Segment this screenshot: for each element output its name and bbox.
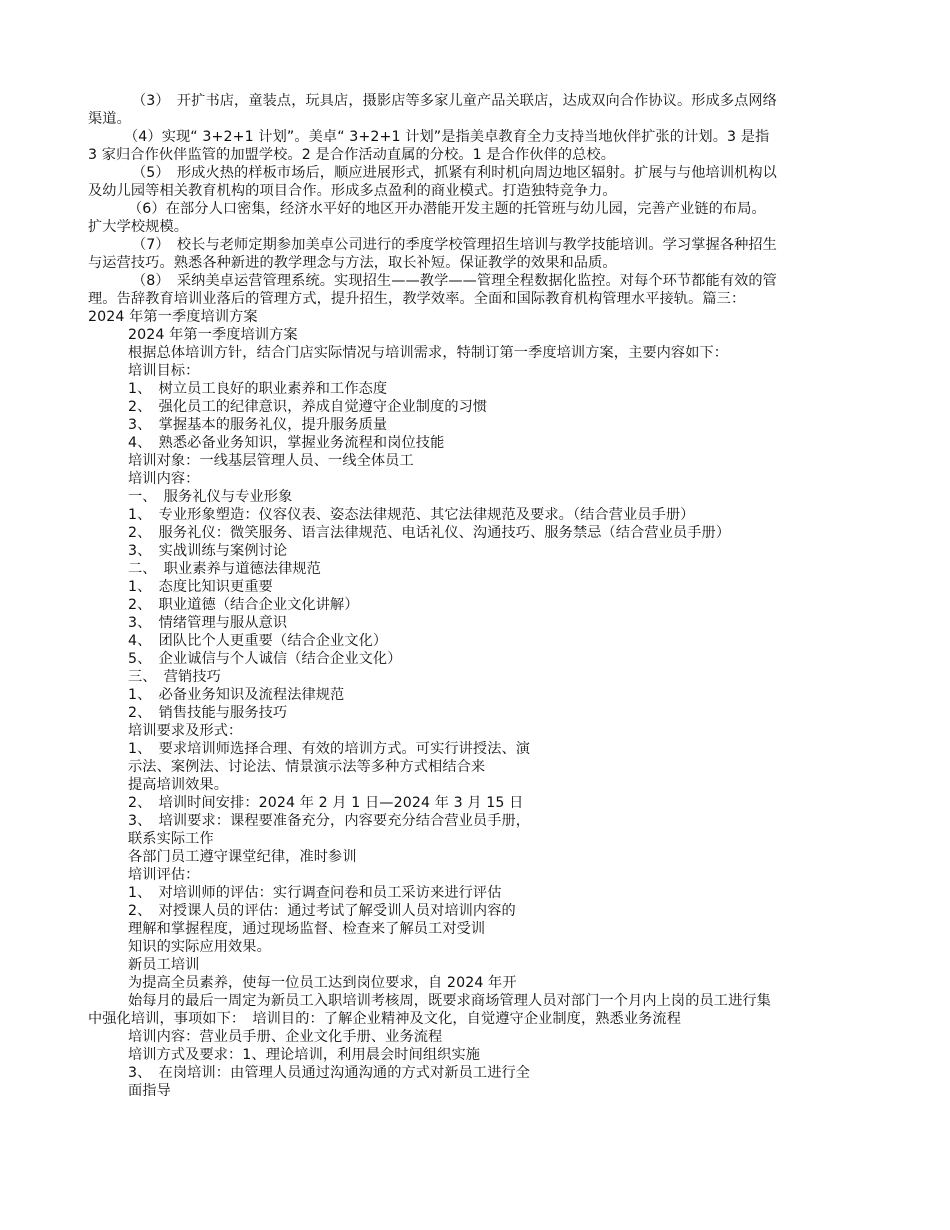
list-item: 2、 服务礼仪：微笑服务、语言法律规范、电话礼仪、沟通技巧、服务禁忌（结合营业员手册） xyxy=(128,525,731,541)
text-line: （8） 采纳美卓运营管理系统。实现招生——教学——管理全程数据化监控。对每个环节都能有效的管 xyxy=(132,273,777,289)
text-line: 培训方式及要求：1、理论培训，利用晨会时间组织实施 xyxy=(128,1047,481,1063)
list-item: 1、 态度比知识更重要 xyxy=(128,579,273,595)
text-line: 渠道。 xyxy=(88,111,131,127)
text-line: 理解和掌握程度，通过现场监督、检查来了解员工对受训 xyxy=(128,921,486,937)
text-line: 3 家归合作伙伴监管的加盟学校。2 是合作活动直属的分校。1 是合作伙伴的总校。 xyxy=(88,147,615,163)
list-item: 3、 实战训练与案例讨论 xyxy=(128,543,288,559)
list-item: 2、 培训时间安排：2024 年 2 月 1 日—2024 年 3 月 15 日 xyxy=(128,795,524,811)
text-line: （3） 开扩书店，童装点，玩具店，摄影店等多家儿童产品关联店，达成双向合作协议。形成多点网络 xyxy=(132,93,777,109)
plan-title: 2024 年第一季度培训方案 xyxy=(128,327,298,343)
text-line: （7） 校长与老师定期参加美卓公司进行的季度学校管理招生培训与教学技能培训。学习掌握各种招生 xyxy=(132,237,777,253)
text-line: 知识的实际应用效果。 xyxy=(128,939,271,955)
list-item: 1、 专业形象塑造：仪容仪表、姿态法律规范、其它法律规范及要求。（结合营业员手册） xyxy=(128,507,695,523)
list-item: 1、 对培训师的评估：实行调查问卷和员工采访来进行评估 xyxy=(128,885,502,901)
list-item: 2、 销售技能与服务技巧 xyxy=(128,705,288,721)
list-heading: 一、 服务礼仪与专业形象 xyxy=(128,489,293,505)
list-item: 4、 熟悉必备业务知识，掌握业务流程和岗位技能 xyxy=(128,435,445,451)
list-item: 4、 团队比个人更重要（结合企业文化） xyxy=(128,633,388,649)
subheading: 新员工培训 xyxy=(128,957,200,973)
list-item: 2、 对授课人员的评估：通过考试了解受训人员对培训内容的 xyxy=(128,903,516,919)
section-title: 2024 年第一季度培训方案 xyxy=(88,309,258,325)
subheading: 培训要求及形式： xyxy=(128,723,243,739)
list-item: 2、 职业道德（结合企业文化讲解） xyxy=(128,597,359,613)
list-item: 1、 必备业务知识及流程法律规范 xyxy=(128,687,345,703)
text-line: 中强化培训，事项如下： 培训目的：了解企业精神及文化，自觉遵守企业制度，熟悉业务流程 xyxy=(88,1011,681,1027)
subheading: 培训内容： xyxy=(128,471,200,487)
text-line: （6）在部分人口密集，经济水平好的地区开办潜能开发主题的托管班与幼儿园，完善产业链的布局。 xyxy=(128,201,766,217)
list-item: 5、 企业诚信与个人诚信（结合企业文化） xyxy=(128,651,402,667)
list-heading: 三、 营销技巧 xyxy=(128,669,221,685)
list-item: 1、 树立员工良好的职业素养和工作态度 xyxy=(128,381,388,397)
text-line: 理。告辞教育培训业落后的管理方式，提升招生，教学效率。全面和国际教育机构管理水平接轨。篇三： xyxy=(88,291,746,307)
text-line: （5） 形成火热的样板市场后，顺应进展形式，抓紧有利时机向周边地区辐射。扩展与与他培训机构以 xyxy=(132,165,777,181)
list-item: 2、 强化员工的纪律意识，养成自觉遵守企业制度的习惯 xyxy=(128,399,488,415)
list-item: 3、 培训要求：课程要准备充分，内容要充分结合营业员手册， xyxy=(128,813,531,829)
text-line: 培训内容：营业员手册、企业文化手册、业务流程 xyxy=(128,1029,443,1045)
list-item: 3、 情绪管理与服从意识 xyxy=(128,615,288,631)
list-item: 3、 在岗培训：由管理人员通过沟通沟通的方式对新员工进行全 xyxy=(128,1065,531,1081)
subheading: 培训评估： xyxy=(128,867,200,883)
text-line: 提高培训效果。 xyxy=(128,777,229,793)
text-line: 扩大学校规模。 xyxy=(88,219,189,235)
text-line: 始每月的最后一周定为新员工入职培训考核周，既要求商场管理人员对部门一个月内上岗的员工进行集 xyxy=(128,993,771,1009)
text-line: 及幼儿园等相关教育机构的项目合作。形成多点盈利的商业模式。打造独特竞争力。 xyxy=(88,183,617,199)
text-line: 面指导 xyxy=(128,1083,171,1099)
text-line: 示法、案例法、讨论法、情景演示法等多种方式相结合来 xyxy=(128,759,486,775)
text-line: 各部门员工遵守课堂纪律，准时参训 xyxy=(128,849,357,865)
list-item: 3、 掌握基本的服务礼仪，提升服务质量 xyxy=(128,417,388,433)
list-heading: 二、 职业素养与道德法律规范 xyxy=(128,561,321,577)
text-line: 为提高全员素养，使每一位员工达到岗位要求，自 2024 年开 xyxy=(128,975,517,991)
text-line: 培训对象：一线基层管理人员、一线全体员工 xyxy=(128,453,414,469)
subheading: 培训目标： xyxy=(128,363,200,379)
text-line: （4）实现“ 3+2+1 计划”。美卓“ 3+2+1 计划”是指美卓教育全力支持当地伙伴扩张的计划。3 是指 xyxy=(124,129,770,145)
text-line: 根据总体培训方针，结合门店实际情况与培训需求，特制订第一季度培训方案，主要内容如下： xyxy=(128,345,729,361)
list-item: 1、 要求培训师选择合理、有效的培训方式。可实行讲授法、演 xyxy=(128,741,531,757)
text-line: 联系实际工作 xyxy=(128,831,214,847)
text-line: 与运营技巧。熟悉各种新进的教学理念与方法，取长补短。保证教学的效果和品质。 xyxy=(88,255,617,271)
